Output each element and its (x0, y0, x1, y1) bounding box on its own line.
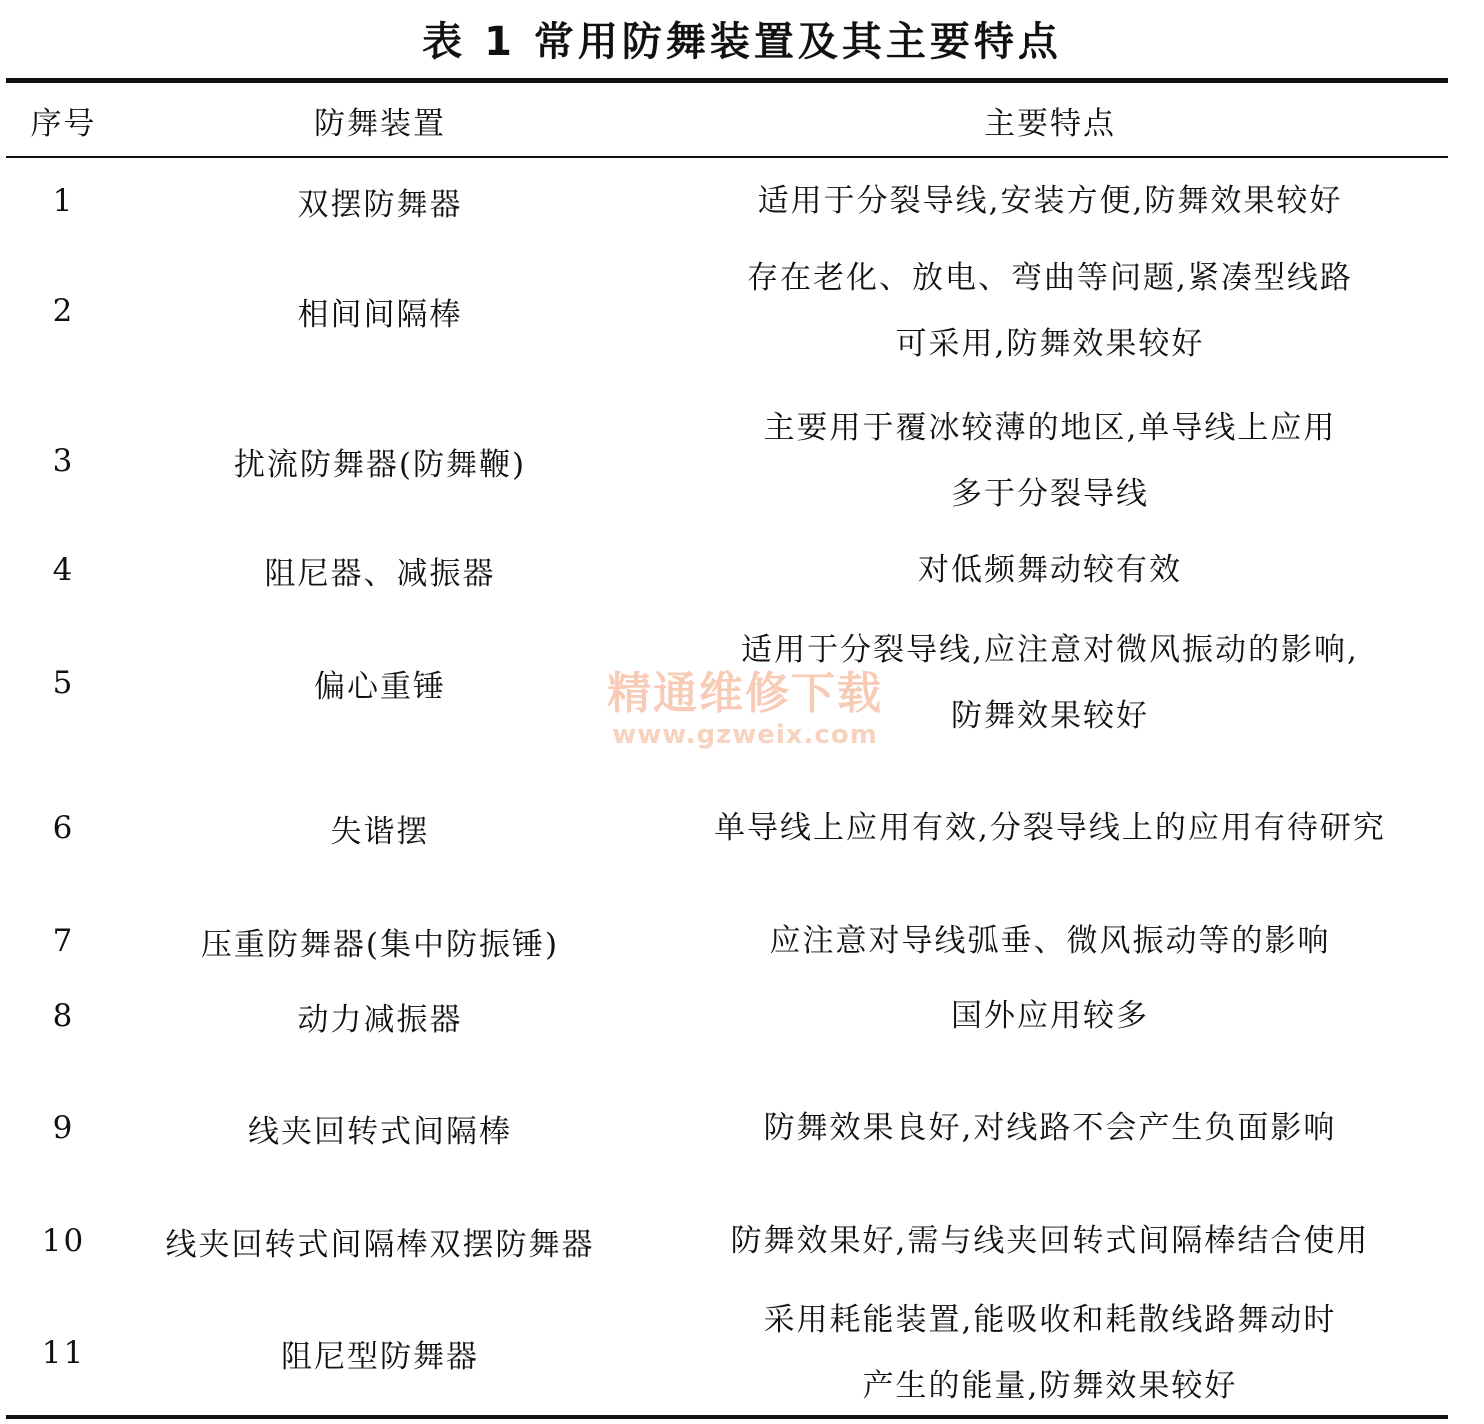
table-row (0, 165, 1484, 237)
table-row (0, 795, 1484, 861)
row-device: 线夹回转式间隔棒 (248, 1113, 512, 1150)
table-row (0, 245, 1484, 377)
row-features (660, 908, 1440, 974)
table-header (0, 98, 1484, 148)
feature-line: 多于分裂导线 (950, 476, 1149, 512)
feature-line: 对低频舞动较有效 (918, 552, 1182, 588)
table-row (0, 1095, 1484, 1161)
feature-line: 应注意对导线弧垂、微风振动等的影响 (769, 923, 1331, 959)
row-no: 5 (52, 665, 75, 701)
row-no: 9 (52, 1110, 75, 1146)
feature-line: 采用耗能装置,能吸收和耗散线路舞动时 (763, 1302, 1337, 1338)
table-row (0, 1208, 1484, 1274)
feature-line: 可采用,防舞效果较好 (895, 326, 1205, 362)
row-features (660, 1095, 1440, 1161)
header-rule (6, 156, 1448, 158)
feature-line: 产生的能量,防舞效果较好 (862, 1368, 1238, 1404)
row-device: 动力减振器 (297, 1001, 463, 1038)
row-no: 1 (52, 183, 75, 219)
bottom-rule (6, 1415, 1448, 1419)
watermark-url: www.gzweix.com (612, 720, 878, 750)
row-device: 扰流防舞器(防舞鞭) (233, 446, 527, 483)
top-rule (6, 78, 1448, 83)
header-features: 主要特点 (984, 106, 1116, 142)
row-device: 失谐摆 (330, 813, 430, 850)
table-row (0, 908, 1484, 974)
row-device: 压重防舞器(集中防振锤) (200, 926, 560, 963)
row-device: 阻尼型防舞器 (281, 1338, 479, 1375)
table-title: 表 1 常用防舞装置及其主要特点 (422, 19, 1062, 65)
row-features (660, 1287, 1440, 1419)
table-row (0, 537, 1484, 603)
row-device: 双摆防舞器 (297, 186, 463, 223)
feature-line: 适用于分裂导线,安装方便,防舞效果较好 (757, 183, 1343, 219)
row-features (660, 395, 1440, 527)
row-device: 阻尼器、减振器 (264, 555, 496, 592)
feature-line: 存在老化、放电、弯曲等问题,紧凑型线路 (747, 260, 1353, 296)
row-features (660, 165, 1440, 237)
row-features (660, 537, 1440, 603)
feature-line: 防舞效果良好,对线路不会产生负面影响 (763, 1110, 1337, 1146)
feature-line: 适用于分裂导线,应注意对微风振动的影响, (741, 632, 1359, 668)
row-features (660, 617, 1440, 749)
row-no: 10 (41, 1223, 86, 1259)
row-no: 6 (52, 810, 75, 846)
feature-line: 防舞效果好,需与线夹回转式间隔棒结合使用 (730, 1223, 1370, 1259)
row-features (660, 245, 1440, 377)
table-row (0, 983, 1484, 1049)
feature-line: 国外应用较多 (951, 998, 1149, 1034)
table-row (0, 1287, 1484, 1419)
row-no: 8 (52, 998, 75, 1034)
watermark-text: 精通维修下载 (607, 668, 883, 719)
row-device: 相间间隔棒 (297, 296, 463, 333)
row-no: 4 (52, 552, 75, 588)
row-features (660, 1208, 1440, 1274)
header-no: 序号 (30, 106, 97, 142)
row-features (660, 795, 1440, 861)
row-no: 7 (52, 923, 75, 959)
feature-line: 单导线上应用有效,分裂导线上的应用有待研究 (714, 810, 1386, 846)
row-no: 11 (41, 1335, 86, 1371)
row-features (660, 983, 1440, 1049)
table-row (0, 395, 1484, 527)
header-device: 防舞装置 (314, 106, 446, 142)
table-row (0, 617, 1484, 749)
feature-line: 防舞效果较好 (951, 698, 1149, 734)
row-no: 3 (52, 443, 75, 479)
row-device: 线夹回转式间隔棒双摆防舞器 (165, 1226, 595, 1263)
feature-line: 主要用于覆冰较薄的地区,单导线上应用 (763, 410, 1337, 446)
row-device: 偏心重锤 (314, 668, 446, 705)
row-no: 2 (52, 293, 75, 329)
